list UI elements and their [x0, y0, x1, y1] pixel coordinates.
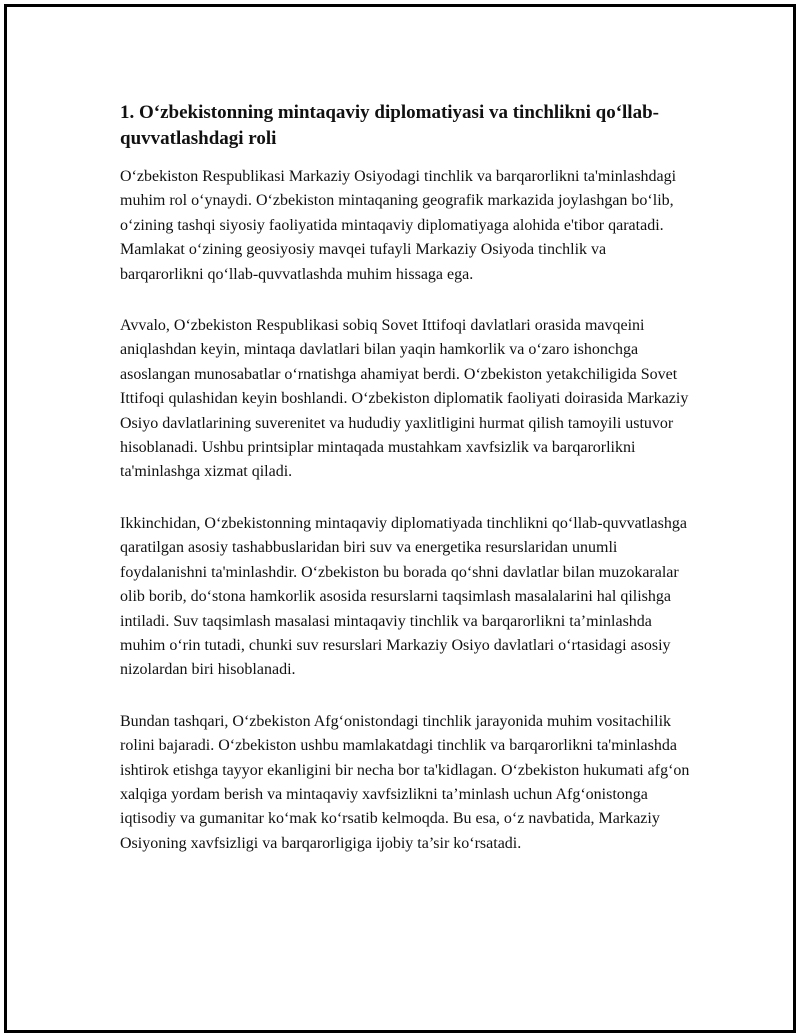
section-heading: 1. O‘zbekistonning mintaqaviy diplomatiyasi va tinchlikni qo‘llab-quvvatlashdagi roli	[120, 102, 659, 149]
document-body	[120, 100, 690, 883]
paragraph-3: Ikkinchidan, O‘zbekistonning mintaqaviy diplomatiyada tinchlikni qo‘llab-quvvatlashga qaratilgan asosiy tashabbuslaridan biri suv va energetika resurslaridan unumli foydalanishni ta'minlashdir. O‘zbekiston bu borada qo‘shni davlatlar bilan muzokaralar olib borib, do‘stona hamkorlik asosida resurslarni taqsimlash masalalarini hal qilishga intiladi. Suv taqsimlash masalasi mintaqaviy tinchlik va barqarorlikni ta’minlashda muhim o‘rin tutadi, chunki suv resurslari Markaziy Osiyo davlatlari o‘rtasidagi asosiy nizolardan biri hisoblanadi.	[120, 514, 687, 679]
paragraph-4: Bundan tashqari, O‘zbekiston Afg‘onistondagi tinchlik jarayonida muhim vositachilik rolini bajaradi. O‘zbekiston ushbu mamlakatdagi tinchlik va barqarorlikni ta'minlashda ishtirok etishga tayyor ekanligini bir necha bor ta'kidlagan. O‘zbekiston hukumati afg‘on xalqiga yordam berish va mintaqaviy xavfsizlikni ta’minlash uchun Afg‘onistonga iqtisodiy va gumanitar ko‘mak ko‘rsatib kelmoqda. Bu esa, o‘z navbatida, Markaziy Osiyoning xavfsizligi va barqarorligiga ijobiy ta’sir ko‘rsatadi.	[120, 712, 690, 852]
paragraph-2: Avvalo, O‘zbekiston Respublikasi sobiq Sovet Ittifoqi davlatlari orasida mavqeini aniqlashdan keyin, mintaqa davlatlari bilan yaqin hamkorlik va o‘zaro ishonchga asoslangan munosabatlar o‘rnatishga ahamiyat berdi. O‘zbekiston yetakchiligida Sovet Ittifoqi qulashidan keyin boshlandi. O‘zbekiston diplomatik faoliyati doirasida Markaziy Osiyo davlatlarining suverenitet va hududiy yaxlitligini hurmat qilish tamoyili ustuvor hisoblanadi. Ushbu printsiplar mintaqada mustahkam xavfsizlik va barqarorlikni ta'minlashga xizmat qiladi.	[120, 317, 689, 481]
paragraph-1: O‘zbekiston Respublikasi Markaziy Osiyodagi tinchlik va barqarorlikni ta'minlashdagi muhim rol o‘ynaydi. O‘zbekiston mintaqaning geografik markazida joylashgan bo‘lib, o‘zining tashqi siyosiy faoliyatida mintaqaviy diplomatiyaga alohida e'tibor qaratadi. Mamlakat o‘zining geosiyosiy mavqei tufayli Markaziy Osiyoda tinchlik va barqarorlikni qo‘llab-quvvatlashda muhim hissaga ega.	[120, 168, 677, 283]
document-page	[4, 4, 796, 1033]
